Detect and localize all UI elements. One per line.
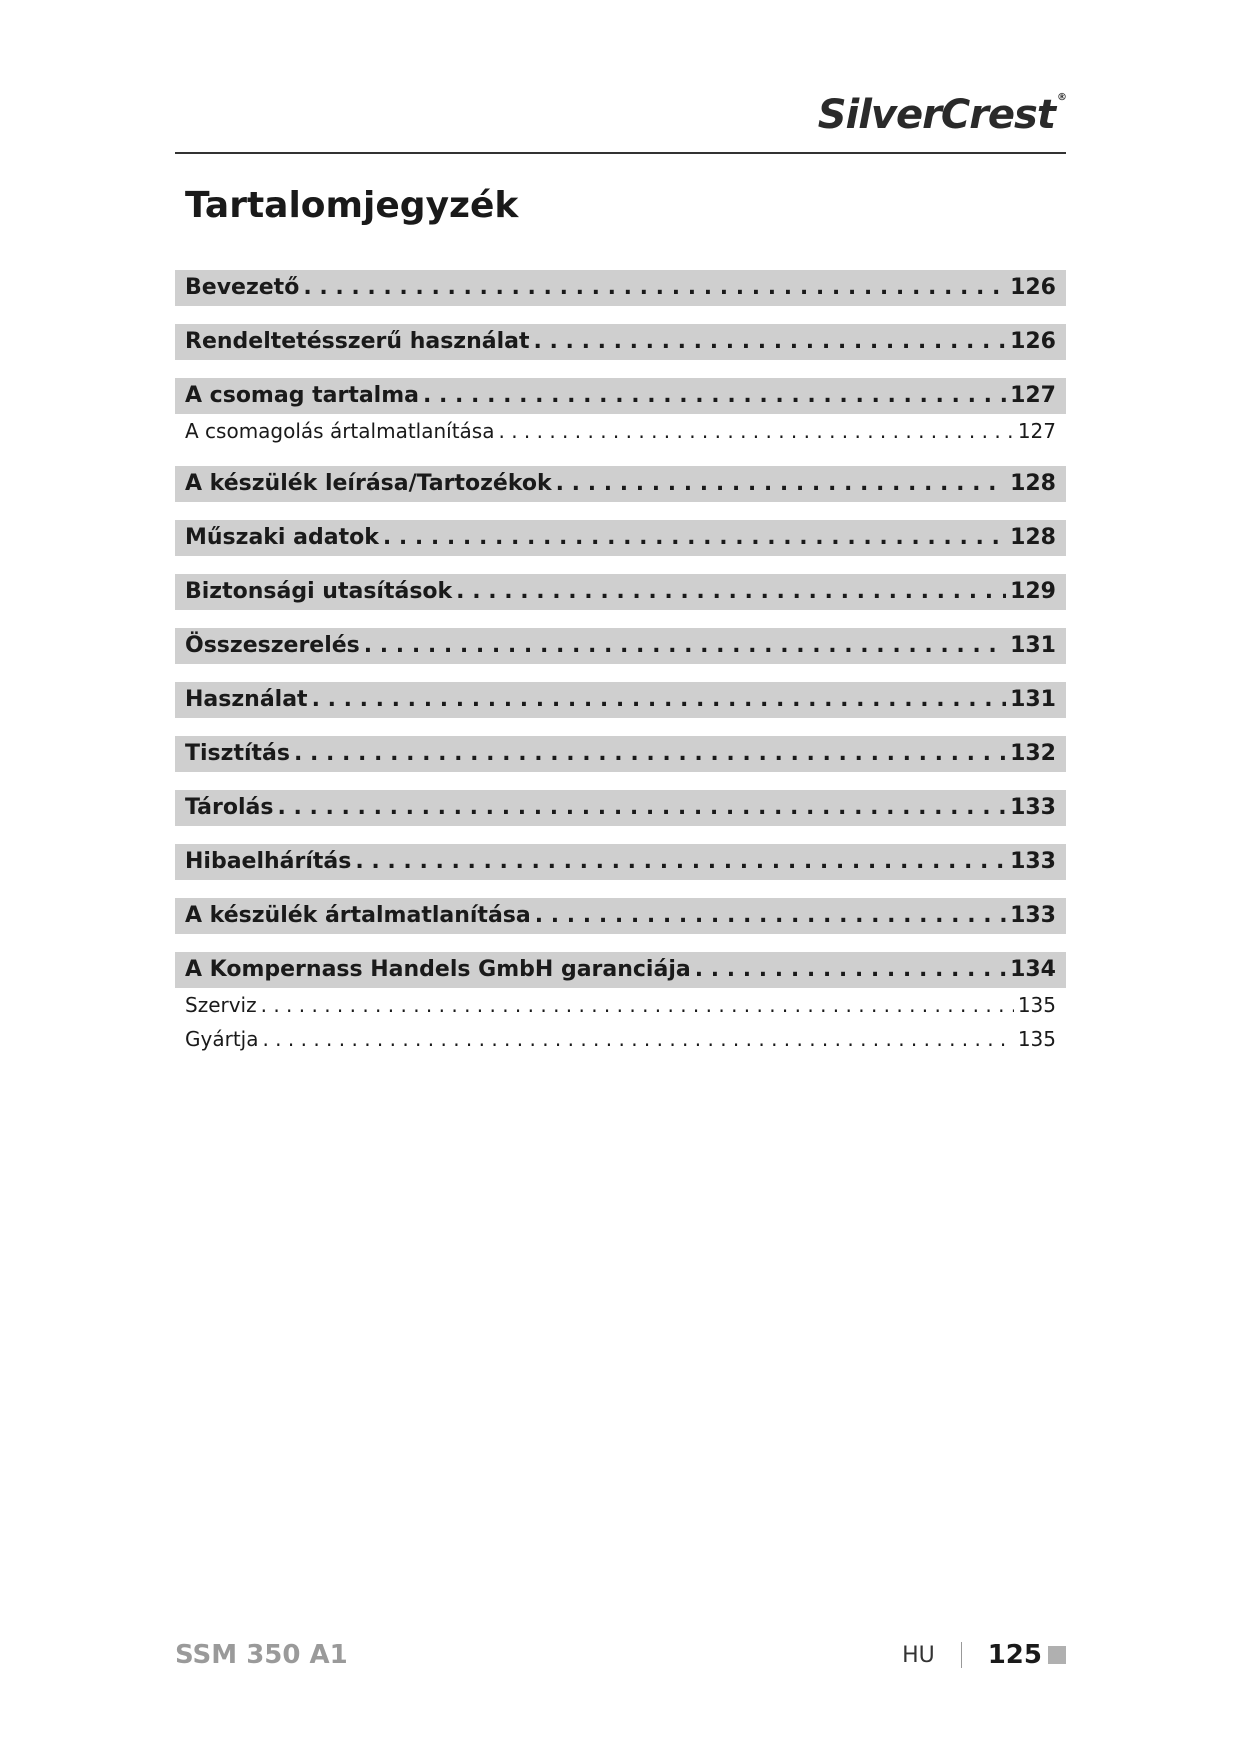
toc-entry-label: Használat	[185, 687, 308, 712]
toc-entry-page: 133	[1010, 795, 1056, 820]
toc-entry-label: Tisztítás	[185, 741, 290, 766]
footer-separator	[961, 1642, 962, 1668]
toc-gap	[175, 448, 1066, 466]
header-rule	[175, 152, 1066, 154]
toc-entry-page: 128	[1010, 471, 1056, 496]
toc-entry-page: 127	[1010, 383, 1056, 408]
toc-entry[interactable]	[175, 270, 1066, 306]
toc-gap	[175, 306, 1066, 324]
toc-leader-dots	[383, 520, 1006, 556]
toc-entry-label: Műszaki adatok	[185, 525, 379, 550]
toc-entry-label: Szerviz	[185, 993, 257, 1017]
toc-entry-page: 131	[1010, 633, 1056, 658]
toc-entry[interactable]	[175, 898, 1066, 934]
toc-entry-page: 133	[1010, 849, 1056, 874]
footer-page-number: 125	[987, 1640, 1042, 1670]
toc-entry[interactable]	[175, 520, 1066, 556]
toc-subentry[interactable]	[175, 988, 1066, 1022]
toc-gap	[175, 610, 1066, 628]
footer-language: HU	[902, 1642, 935, 1668]
toc-entry-page: 129	[1010, 579, 1056, 604]
toc-leader-dots	[364, 628, 1006, 664]
toc-entry[interactable]	[175, 324, 1066, 360]
toc-entry-label: Biztonsági utasítások	[185, 579, 453, 604]
toc-leader-dots	[695, 952, 1006, 988]
toc-entry-label: Gyártja	[185, 1027, 259, 1051]
toc-entry-label: Összeszerelés	[185, 633, 360, 658]
toc-entry[interactable]	[175, 682, 1066, 718]
toc-entry[interactable]	[175, 378, 1066, 414]
toc-leader-dots	[556, 466, 1006, 502]
toc-entry-page: 127	[1017, 419, 1056, 443]
toc-subentry[interactable]	[175, 1022, 1066, 1056]
toc-gap	[175, 360, 1066, 378]
toc-entry-page: 126	[1010, 275, 1056, 300]
footer-model: SSM 350 A1	[175, 1640, 348, 1670]
page-title: Tartalomjegyzék	[185, 185, 519, 226]
toc-entry-label: A csomagolás ártalmatlanítása	[185, 419, 495, 443]
toc-leader-dots	[534, 324, 1007, 360]
table-of-contents	[175, 270, 1066, 1056]
toc-leader-dots	[423, 378, 1006, 414]
toc-entry-label: Tárolás	[185, 795, 274, 820]
toc-entry-page: 132	[1010, 741, 1056, 766]
toc-entry[interactable]	[175, 952, 1066, 988]
toc-gap	[175, 718, 1066, 736]
toc-gap	[175, 664, 1066, 682]
toc-entry-page: 128	[1010, 525, 1056, 550]
toc-entry[interactable]	[175, 790, 1066, 826]
toc-gap	[175, 880, 1066, 898]
toc-entry[interactable]	[175, 844, 1066, 880]
toc-leader-dots	[355, 844, 1006, 880]
toc-entry-page: 134	[1010, 957, 1056, 982]
brand-name: SilverCrest	[817, 92, 1055, 138]
toc-gap	[175, 556, 1066, 574]
toc-subentry[interactable]	[175, 414, 1066, 448]
toc-entry-page: 131	[1010, 687, 1056, 712]
toc-entry-page: 135	[1017, 1027, 1056, 1051]
toc-leader-dots	[535, 898, 1006, 934]
toc-entry-label: Hibaelhárítás	[185, 849, 352, 874]
toc-leader-dots	[261, 988, 1014, 1022]
toc-leader-dots	[456, 574, 1006, 610]
toc-entry-label: A készülék ártalmatlanítása	[185, 903, 531, 928]
toc-entry[interactable]	[175, 466, 1066, 502]
toc-entry-label: A csomag tartalma	[185, 383, 419, 408]
toc-entry[interactable]	[175, 574, 1066, 610]
toc-entry-page: 133	[1010, 903, 1056, 928]
toc-gap	[175, 934, 1066, 952]
brand-logo	[818, 92, 1066, 138]
toc-leader-dots	[303, 270, 1006, 306]
toc-entry[interactable]	[175, 736, 1066, 772]
toc-entry[interactable]	[175, 628, 1066, 664]
toc-entry-label: A készülék leírása/Tartozékok	[185, 471, 552, 496]
toc-entry-page: 135	[1017, 993, 1056, 1017]
toc-leader-dots	[277, 790, 1006, 826]
toc-entry-label: Bevezető	[185, 275, 300, 300]
toc-leader-dots	[312, 682, 1006, 718]
registered-mark: ®	[1057, 92, 1066, 103]
toc-gap	[175, 772, 1066, 790]
toc-gap	[175, 502, 1066, 520]
toc-leader-dots	[262, 1022, 1013, 1056]
toc-leader-dots	[294, 736, 1006, 772]
toc-entry-label: A Kompernass Handels GmbH garanciája	[185, 957, 691, 982]
footer-pagination	[902, 1640, 1066, 1670]
toc-entry-label: Rendeltetésszerű használat	[185, 329, 530, 354]
footer-square-icon	[1048, 1646, 1066, 1664]
toc-entry-page: 126	[1010, 329, 1056, 354]
toc-gap	[175, 826, 1066, 844]
toc-leader-dots	[498, 414, 1013, 448]
